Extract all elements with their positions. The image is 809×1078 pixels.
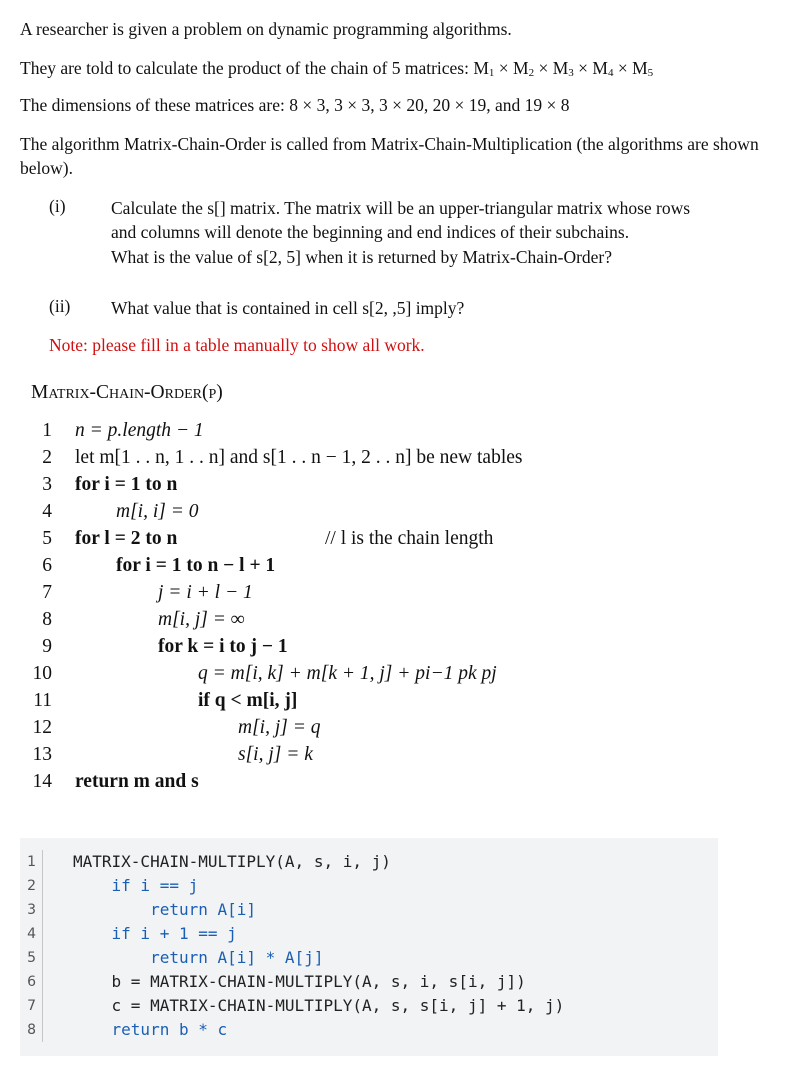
mco-line-number: 3 [42, 474, 52, 495]
code-block [20, 838, 718, 1056]
code-line-5: return A[i] * A[j] [73, 948, 324, 967]
code-line-7: c = MATRIX-CHAIN-MULTIPLY(A, s, s[i, j] + 1, j) [73, 996, 565, 1015]
mco-line-9: for k = i to j − 1 [158, 636, 288, 657]
code-line-number: 8 [27, 1022, 36, 1038]
mco-line-11: if q < m[i, j] [198, 690, 298, 711]
question-1-number: (i) [49, 196, 66, 216]
question-1-line-1: Calculate the s[] matrix. The matrix will be an upper-triangular matrix whose rows [111, 198, 691, 218]
code-line-3: return A[i] [73, 900, 257, 919]
code-line-number: 2 [27, 878, 36, 894]
mco-line-1: n = p.length − 1 [75, 420, 204, 441]
mco-line-number: 8 [42, 609, 52, 630]
mco-line-number: 5 [42, 528, 52, 549]
intro-text: A researcher is given a problem on dynamic programming algorithms. [20, 19, 512, 39]
mco-line-number: 9 [42, 636, 52, 657]
code-line-number: 7 [27, 998, 36, 1014]
matrix-chain: M1 × M2 × M3 × M4 × M5 [473, 58, 654, 79]
mco-line-number: 11 [33, 690, 52, 711]
note-text: Note: please fill in a table manually to show all work. [49, 335, 425, 355]
mco-line-number: 7 [42, 582, 52, 603]
code-line-number: 4 [27, 926, 36, 942]
mco-line-number: 12 [32, 717, 52, 738]
code-line-number: 5 [27, 950, 36, 966]
question-2-text: What value that is contained in cell s[2, ,5] imply? [111, 298, 465, 318]
code-line-number: 6 [27, 974, 36, 990]
mco-line-4: m[i, i] = 0 [116, 501, 199, 522]
code-line-1: MATRIX-CHAIN-MULTIPLY(A, s, i, j) [73, 852, 391, 871]
dimensions-text: The dimensions of these matrices are: 8 × 3, 3 × 3, 3 × 20, 20 × 19, and 19 × 8 [20, 95, 570, 115]
mco-line-7: j = i + l − 1 [158, 582, 253, 603]
question-1-line-3: What is the value of s[2, 5] when it is returned by Matrix-Chain-Order? [111, 247, 613, 267]
mco-line-number: 4 [42, 501, 52, 522]
mco-line-10: q = m[i, k] + m[k + 1, j] + pi−1 pk pj [198, 663, 497, 684]
mco-line-number: 14 [32, 771, 52, 792]
mco-line-5: for l = 2 to n [75, 528, 178, 549]
question-2-number: (ii) [49, 296, 71, 316]
algorithm-intro-text: The algorithm Matrix-Chain-Order is called from Matrix-Chain-Multiplication (the algorithms are shown below). [20, 134, 759, 178]
mco-line-number: 10 [32, 663, 52, 684]
mco-line-number: 13 [32, 744, 52, 765]
mco-line-5-comment: // l is the chain length [325, 528, 494, 549]
code-line-2: if i == j [73, 876, 199, 895]
mco-line-number: 6 [42, 555, 52, 576]
mco-line-3: for i = 1 to n [75, 474, 178, 495]
task-prefix: They are told to calculate the product of the chain of 5 matrices: [20, 58, 474, 78]
code-line-number: 1 [27, 854, 36, 870]
mco-line-number: 2 [42, 447, 52, 468]
mco-line-6: for i = 1 to n − l + 1 [116, 555, 276, 576]
code-line-4: if i + 1 == j [73, 924, 237, 943]
code-line-6: b = MATRIX-CHAIN-MULTIPLY(A, s, i, s[i, j]) [73, 972, 526, 991]
task-text [20, 56, 653, 85]
mco-line-13: s[i, j] = k [238, 744, 313, 765]
question-1-line-2: and columns will denote the beginning and end indices of their subchains. [111, 222, 630, 242]
code-line-8: return b * c [73, 1020, 228, 1039]
mco-line-8: m[i, j] = ∞ [158, 609, 245, 630]
code-line-number: 3 [27, 902, 36, 918]
mco-line-number: 1 [42, 420, 52, 441]
line-number-gutter [20, 850, 43, 1042]
mco-line-12: m[i, j] = q [238, 717, 321, 738]
mco-line-2: let m[1 . . n, 1 . . n] and s[1 . . n − 1, 2 . . n] be new tables [75, 447, 523, 468]
mco-title: Matrix-Chain-Order(p) [31, 382, 223, 403]
code-text [73, 850, 564, 1042]
mco-line-14: return m and s [75, 771, 199, 792]
